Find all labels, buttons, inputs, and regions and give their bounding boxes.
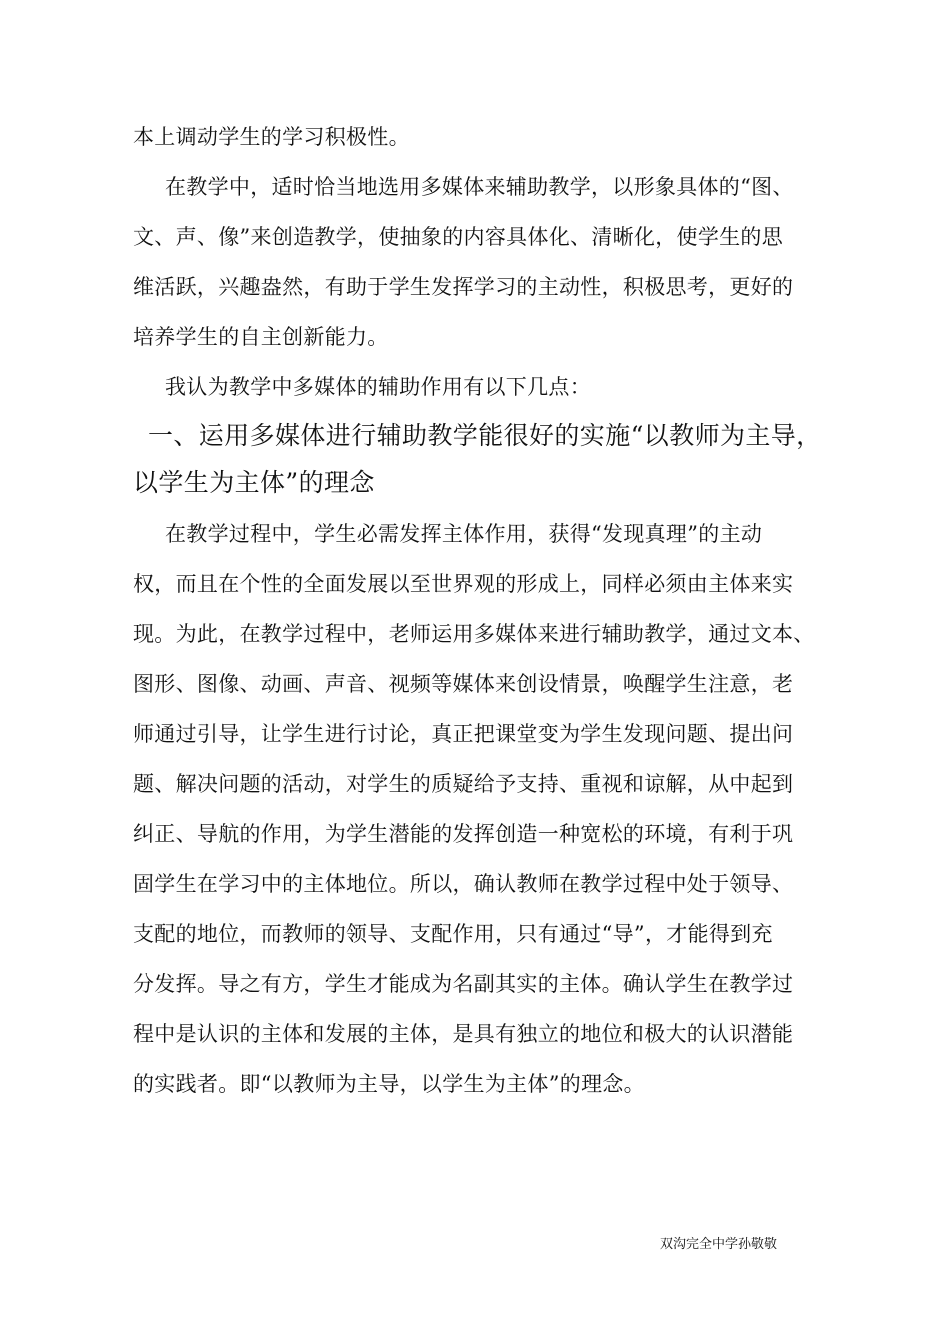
- body-line: 程中是认识的主体和发展的主体，是具有独立的地位和极大的认识潜能: [133, 1022, 794, 1046]
- paragraph-line: 维活跃，兴趣盎然，有助于学生发挥学习的主动性，积极思考，更好的: [133, 275, 794, 299]
- body-line: 固学生在学习中的主体地位。所以，确认教师在教学过程中处于领导、: [133, 872, 794, 896]
- paragraph-line: 文、声、像”来创造教学，使抽象的内容具体化、清晰化，使学生的思: [133, 225, 784, 249]
- section-heading-line: 以学生为主体”的理念: [133, 468, 375, 497]
- paragraph-line: 在教学中，适时恰当地选用多媒体来辅助教学，以形象具体的“图、: [165, 175, 794, 199]
- body-line: 在教学过程中，学生必需发挥主体作用，获得“发现真理”的主动: [165, 522, 763, 546]
- paragraph-line: 本上调动学生的学习积极性。: [133, 125, 410, 149]
- paragraph-line: 培养学生的自主创新能力。: [133, 325, 389, 349]
- body-line: 支配的地位，而教师的领导、支配作用，只有通过“导”，才能得到充: [133, 922, 773, 946]
- body-line: 的实践者。即“以教师为主导，以学生为主体”的理念。: [133, 1072, 645, 1096]
- body-line: 题、解决问题的活动，对学生的质疑给予支持、重视和谅解，从中起到: [133, 772, 794, 796]
- body-line: 权，而且在个性的全面发展以至世界观的形成上，同样必须由主体来实: [133, 572, 794, 596]
- body-line: 现。为此，在教学过程中，老师运用多媒体来进行辅助教学，通过文本、: [133, 622, 815, 646]
- author-signature: 双沟完全中学孙敬敬: [660, 1237, 778, 1252]
- paragraph-line: 我认为教学中多媒体的辅助作用有以下几点：: [165, 375, 591, 399]
- body-line: 分发挥。导之有方，学生才能成为名副其实的主体。确认学生在教学过: [133, 972, 794, 996]
- section-heading-line: 一、运用多媒体进行辅助教学能很好的实施“以教师为主导，: [148, 421, 822, 450]
- body-line: 师通过引导，让学生进行讨论，真正把课堂变为学生发现问题、提出问: [133, 722, 794, 746]
- body-line: 图形、图像、动画、声音、视频等媒体来创设情景，唤醒学生注意，老: [133, 672, 794, 696]
- body-line: 纠正、导航的作用，为学生潜能的发挥创造一种宽松的环境，有利于巩: [133, 822, 794, 846]
